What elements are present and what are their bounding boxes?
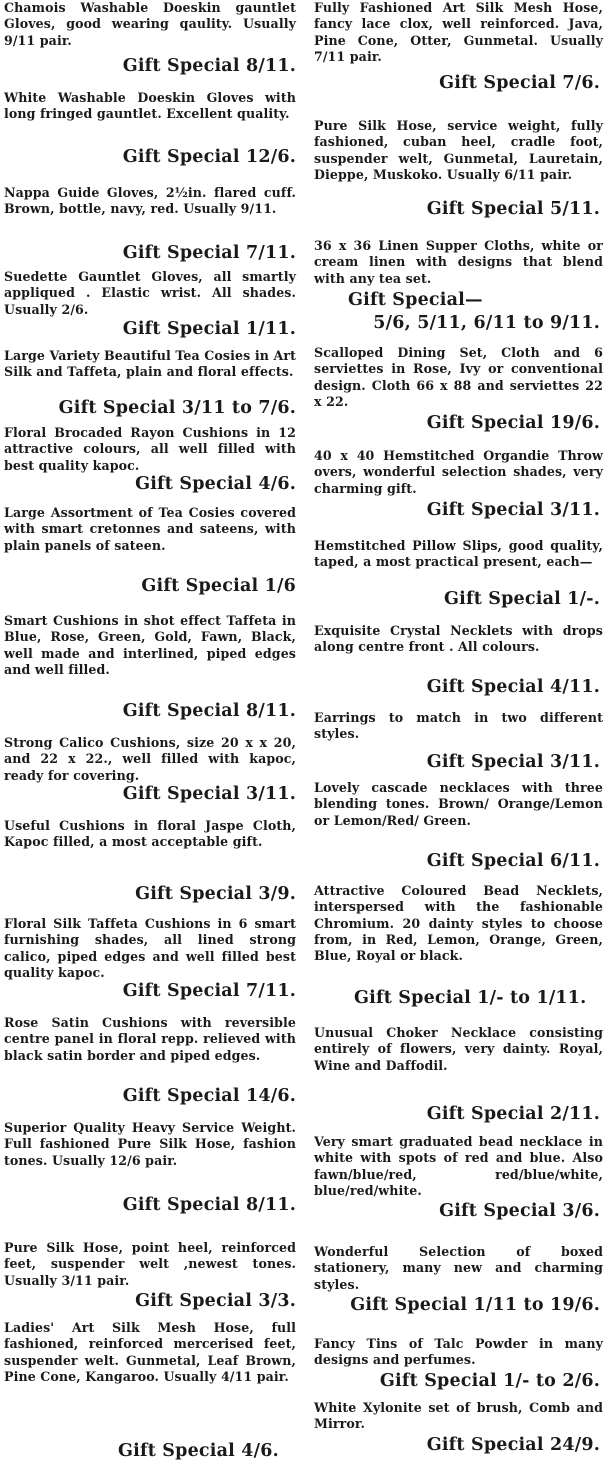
item-description: Pure Silk Hose, point heel, reinforced feet, suspender welt ,newest tones. Usually 3/11 pair. <box>4 1240 296 1288</box>
list-item <box>314 1025 603 1124</box>
item-price: Gift Special 3/11. <box>426 500 600 520</box>
list-item <box>4 1015 296 1106</box>
item-description: Fancy Tins of Talc Powder in many designs and perfumes. <box>314 1336 603 1368</box>
item-price: Gift Special 3/11 to 7/6. <box>58 398 296 418</box>
list-item <box>314 0 603 93</box>
list-item <box>4 505 296 596</box>
list-item <box>4 1240 296 1311</box>
list-item <box>314 710 603 772</box>
item-description: Superior Quality Heavy Service Weight. Full fashioned Pure Silk Hose, fashion tones. Usually 12/6 pair. <box>4 1120 296 1168</box>
list-item <box>4 613 296 721</box>
list-item <box>314 1134 603 1221</box>
item-price: Gift Special 7/6. <box>439 73 600 93</box>
list-item <box>314 1400 603 1455</box>
list-item <box>4 1120 296 1215</box>
item-price: Gift Special 1/- to 1/11. <box>354 988 587 1008</box>
item-description: Scalloped Dining Set, Cloth and 6 serviettes in Rose, Ivy or conventional design. Cloth 66 x 88 and serviettes 22 x 22. <box>314 345 603 409</box>
item-price: Gift Special 5/11. <box>426 199 600 219</box>
item-price: Gift Special 4/11. <box>426 677 600 697</box>
item-description: Floral Silk Taffeta Cushions in 6 smart furnishing shades, all lined strong calico, piped edges and well filled best quality kapoc. <box>4 916 296 980</box>
item-description: White Xylonite set of brush, Comb and Mirror. <box>314 1400 603 1432</box>
list-item <box>314 883 603 1008</box>
item-description: Very smart graduated bead necklace in white with spots of red and blue. Also fawn/blue/red, red/blue/white, blue/red/white. <box>314 1134 603 1198</box>
item-price: Gift Special 24/9. <box>426 1435 600 1455</box>
item-price: Gift Special 3/3. <box>135 1291 296 1311</box>
item-description: Earrings to match in two different styles. <box>314 710 603 742</box>
item-description: 36 x 36 Linen Supper Cloths, white or cream linen with designs that blend with any tea set. <box>314 238 603 286</box>
item-description: Fully Fashioned Art Silk Mesh Hose, fancy lace clox, well reinforced. Java, Pine Cone, Otter, Gunmetal. Usually 7/11 pair. <box>314 0 603 64</box>
item-price: Gift Special 1/11 to 19/6. <box>350 1295 600 1315</box>
item-price: Gift Special 8/11. <box>122 701 296 721</box>
item-description: White Washable Doeskin Gloves with long fringed gauntlet. Excellent quality. <box>4 90 296 122</box>
item-price: Gift Special 8/11. <box>122 56 296 76</box>
item-price: Gift Special 19/6. <box>426 413 600 433</box>
item-price: Gift Special 3/11. <box>122 784 296 804</box>
item-price: Gift Special 1/11. <box>122 319 296 339</box>
item-price: Gift Special 14/6. <box>122 1086 296 1106</box>
item-description: Lovely cascade necklaces with three blending tones. Brown/ Orange/Lemon or Lemon/Red/ Green. <box>314 780 603 828</box>
list-item <box>4 90 296 167</box>
item-description: Chamois Washable Doeskin gauntlet Gloves, good wearing qaulity. Usually 9/11 pair. <box>4 0 296 48</box>
list-item <box>314 118 603 219</box>
item-price: Gift Special— <box>348 290 483 310</box>
list-item <box>4 0 296 76</box>
list-item <box>4 818 296 904</box>
item-description: Hemstitched Pillow Slips, good quality, taped, a most practical present, each— <box>314 538 603 570</box>
item-price: Gift Special 3/11. <box>426 752 600 772</box>
item-description: Strong Calico Cushions, size 20 x x 20, and 22 x 22., well filled with kapoc, ready for covering. <box>4 735 296 783</box>
item-description: Floral Brocaded Rayon Cushions in 12 attractive colours, all well filled with best quality kapoc. <box>4 425 296 473</box>
item-price: Gift Special 3/9. <box>135 884 296 904</box>
item-price: Gift Special 4/6. <box>135 474 296 494</box>
list-item <box>314 1336 603 1391</box>
list-item <box>4 425 296 494</box>
item-price: Gift Special 2/11. <box>426 1104 600 1124</box>
item-description: Useful Cushions in floral Jaspe Cloth, Kapoc filled, a most acceptable gift. <box>4 818 296 850</box>
list-item <box>4 348 296 418</box>
item-price: Gift Special 7/11. <box>122 243 296 263</box>
item-description: Pure Silk Hose, service weight, fully fashioned, cuban heel, cradle foot, suspender welt, Gunmetal, Lauretain, Dieppe, Muskoko. Usually 6/11 pair. <box>314 118 603 182</box>
item-description: Attractive Coloured Bead Necklets, interspersed with the fashionable Chromium. 20 dainty styles to choose from, in Red, Lemon, Orange, Green, Blue, Royal or black. <box>314 883 603 964</box>
item-description: Wonderful Selection of boxed stationery, many new and charming styles. <box>314 1244 603 1292</box>
item-price: Gift Special 3/6. <box>439 1201 600 1221</box>
item-description: Large Assortment of Tea Cosies covered with smart cretonnes and sateens, with plain panels of sateen. <box>4 505 296 553</box>
item-price: Gift Special 12/6. <box>122 147 296 167</box>
list-item <box>4 916 296 1001</box>
item-price: Gift Special 1/-. <box>443 589 600 609</box>
list-item <box>314 623 603 697</box>
item-price: Gift Special 4/6. <box>118 1441 279 1461</box>
item-description: Ladies' Art Silk Mesh Hose, full fashioned, reinforced mercerised feet, suspender welt. Gunmetal, Leaf Brown, Pine Cone, Kangaroo. Usually 4/11 pair. <box>4 1320 296 1384</box>
item-price: Gift Special 1/- to 2/6. <box>379 1371 600 1391</box>
item-description: 40 x 40 Hemstitched Organdie Throw overs, wonderful selection shades, very charming gift. <box>314 448 603 496</box>
list-item <box>4 269 296 339</box>
item-price: Gift Special 1/6 <box>141 576 296 596</box>
list-item <box>314 780 603 871</box>
list-item <box>4 1320 296 1461</box>
item-price-range: 5/6, 5/11, 6/11 to 9/11. <box>373 313 600 333</box>
item-price: Gift Special 6/11. <box>426 851 600 871</box>
item-description: Rose Satin Cushions with reversible centre panel in floral repp. relieved with black satin border and piped edges. <box>4 1015 296 1063</box>
item-description: Nappa Guide Gloves, 2½in. flared cuff. Brown, bottle, navy, red. Usually 9/11. <box>4 185 296 217</box>
item-description: Exquisite Crystal Necklets with drops along centre front . All colours. <box>314 623 603 655</box>
item-description: Suedette Gauntlet Gloves, all smartly appliqued . Elastic wrist. All shades. Usually 2/6. <box>4 269 296 317</box>
list-item <box>314 538 603 609</box>
item-description: Unusual Choker Necklace consisting entirely of flowers, very dainty. Royal, Wine and Daffodil. <box>314 1025 603 1073</box>
list-item <box>4 185 296 263</box>
item-price: Gift Special 8/11. <box>122 1195 296 1215</box>
list-item <box>314 448 603 520</box>
item-description: Smart Cushions in shot effect Taffeta in Blue, Rose, Green, Gold, Fawn, Black, well made and interlined, piped edges and well filled. <box>4 613 296 677</box>
item-price: Gift Special 7/11. <box>122 981 296 1001</box>
list-item <box>4 735 296 804</box>
list-item <box>314 238 603 333</box>
list-item <box>314 1244 603 1315</box>
item-description: Large Variety Beautiful Tea Cosies in Art Silk and Taffeta, plain and floral effects. <box>4 348 296 380</box>
list-item <box>314 345 603 433</box>
